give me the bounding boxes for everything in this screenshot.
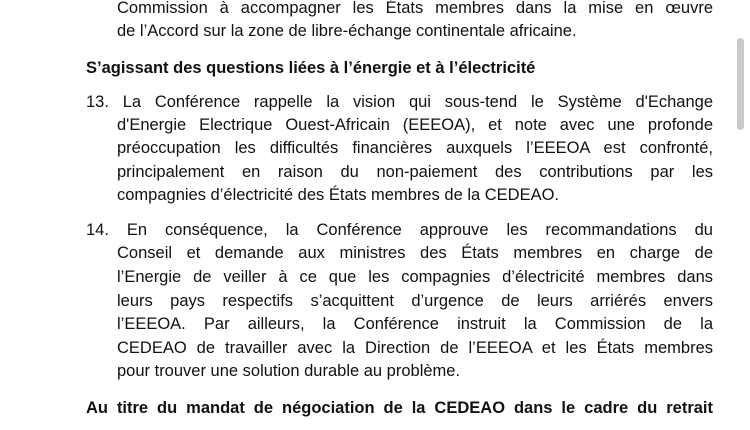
paragraph-line: l’EEEOA. Par ailleurs, la Conférence instruit la Commission de la <box>117 315 713 333</box>
paragraph-line: préoccupation les difficultés financières auxquels l’EEEOA est confronté, <box>117 139 713 157</box>
scrollbar[interactable] <box>728 0 750 430</box>
paragraph-line: CEDEAO de travailler avec la Direction de l’EEEOA et les États membres <box>117 339 713 357</box>
paragraph-line: d'Energie Electrique Ouest-Africain (EEEOA), et note avec une profonde <box>117 116 713 134</box>
section-heading: Au titre du mandat de négociation de la CEDEAO dans le cadre du retrait <box>86 399 713 417</box>
paragraph-line: de l’Accord sur la zone de libre-échange continentale africaine. <box>117 22 577 40</box>
paragraph-line: pour trouver une solution durable au problème. <box>117 362 461 380</box>
scrollbar-thumb[interactable] <box>737 38 744 130</box>
paragraph-line: leurs pays respectifs s’acquittent d’urgence de leurs arriérés envers <box>117 292 713 310</box>
paragraph-line: 14. En conséquence, la Conférence approuve les recommandations du <box>86 221 713 239</box>
paragraph-line: l’Energie de veiller à ce que les compagnies d’électricité membres dans <box>117 268 713 286</box>
section-heading: S’agissant des questions liées à l’énergie et à l’électricité <box>86 59 536 77</box>
paragraph-line: 13. La Conférence rappelle la vision qui sous-tend le Système d'Echange <box>86 93 713 111</box>
paragraph-line: principalement en raison du non-paiement des contributions par les <box>117 163 713 181</box>
paragraph-line: Commission à accompagner les États membres dans la mise en œuvre <box>117 0 713 17</box>
paragraph-line: compagnies d’électricité des États membres de la CEDEAO. <box>117 186 560 204</box>
paragraph-line: Conseil et demande aux ministres des États membres en charge de <box>117 244 713 262</box>
